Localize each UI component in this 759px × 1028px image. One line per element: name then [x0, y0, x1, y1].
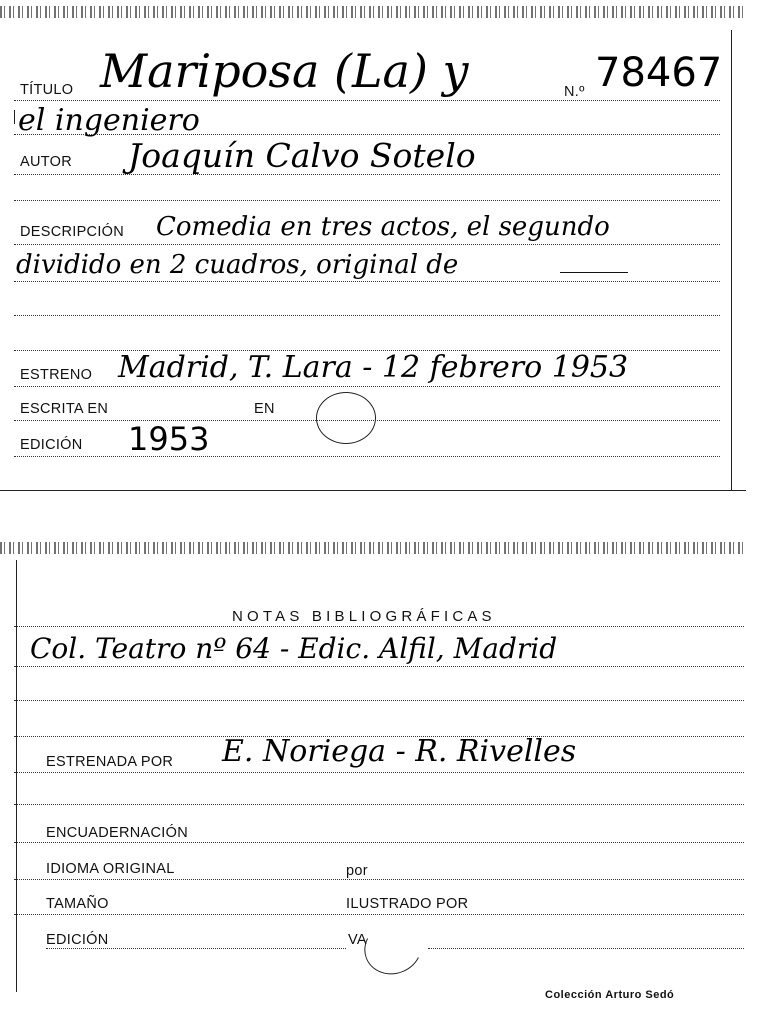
card-left-mark: [14, 110, 15, 124]
torn-top-edge: [0, 542, 746, 554]
autor-value: Joaquín Calvo Sotelo: [128, 136, 476, 175]
encuadernacion-rule: [14, 842, 744, 843]
por-label: por: [346, 863, 368, 879]
descripcion-label: DESCRIPCIÓN: [20, 224, 125, 240]
idioma-rule: [14, 879, 744, 880]
descripcion-rule-1: [14, 244, 720, 245]
card-bottom-edge: [0, 490, 746, 491]
estreno-rule: [14, 386, 720, 387]
notas-value-line1: Col. Teatro nº 64 - Edic. Alfil, Madrid: [30, 632, 558, 665]
edicion-value: 1953: [128, 420, 210, 458]
ilustrado-por-label: ILUSTRADO POR: [346, 896, 469, 912]
escrita-en-label: ESCRITA EN: [20, 401, 109, 417]
numero-label: N.º: [564, 84, 585, 100]
descripcion-value-line2: dividido en 2 cuadros, original de: [16, 250, 459, 280]
notas-rule-2: [14, 666, 744, 667]
punch-hole: [316, 392, 376, 444]
notas-rule-3: [14, 700, 744, 701]
edicion-rule: [14, 456, 720, 457]
idioma-original-label: IDIOMA ORIGINAL: [46, 861, 175, 877]
edicion-label: EDICIÓN: [46, 932, 109, 948]
blank-rule-1: [14, 200, 720, 201]
tamano-rule: [14, 914, 744, 915]
descripcion-dash: [560, 272, 628, 273]
estrenada-por-value: E. Noriega - R. Rivelles: [222, 734, 577, 769]
titulo-rule-2: [14, 134, 720, 135]
titulo-rule-1: [14, 100, 720, 101]
edicion-rule: [46, 948, 346, 949]
va-rule: [428, 948, 744, 949]
titulo-label: TÍTULO: [20, 82, 74, 98]
descripcion-value-line1: Comedia en tres actos, el segundo: [156, 212, 610, 242]
estreno-label: ESTRENO: [20, 367, 93, 383]
collection-credit: Colección Arturo Sedó: [545, 989, 675, 1001]
titulo-value-line1: Mariposa (La) y: [100, 44, 469, 98]
autor-label: AUTOR: [20, 154, 72, 170]
titulo-value-line2: el ingeniero: [18, 103, 200, 138]
blank-rule-5: [14, 804, 744, 805]
edicion-label: EDICIÓN: [20, 437, 83, 453]
blank-rule-2: [14, 315, 720, 316]
encuadernacion-label: ENCUADERNACIÓN: [46, 825, 188, 841]
card-left-border: [16, 560, 17, 992]
va-label: VA: [348, 932, 367, 948]
catalog-card-back: [0, 542, 746, 1001]
tamano-label: TAMAÑO: [46, 896, 109, 912]
estreno-value: Madrid, T. Lara - 12 febrero 1953: [118, 350, 629, 385]
estrenada-rule: [14, 772, 744, 773]
autor-rule: [14, 174, 720, 175]
catalog-card-front: [0, 0, 746, 492]
estrenada-por-label: ESTRENADA POR: [46, 754, 174, 770]
en-label: EN: [254, 401, 275, 417]
notas-heading: NOTAS BIBLIOGRÁFICAS: [232, 608, 496, 625]
card-right-border: [731, 30, 732, 490]
descripcion-rule-2: [14, 281, 720, 282]
punch-hole: [357, 914, 429, 983]
numero-value: 78467: [595, 50, 723, 96]
notas-rule-1: [14, 626, 744, 627]
escrita-en-rule: [14, 420, 720, 421]
torn-top-edge: [0, 6, 746, 18]
